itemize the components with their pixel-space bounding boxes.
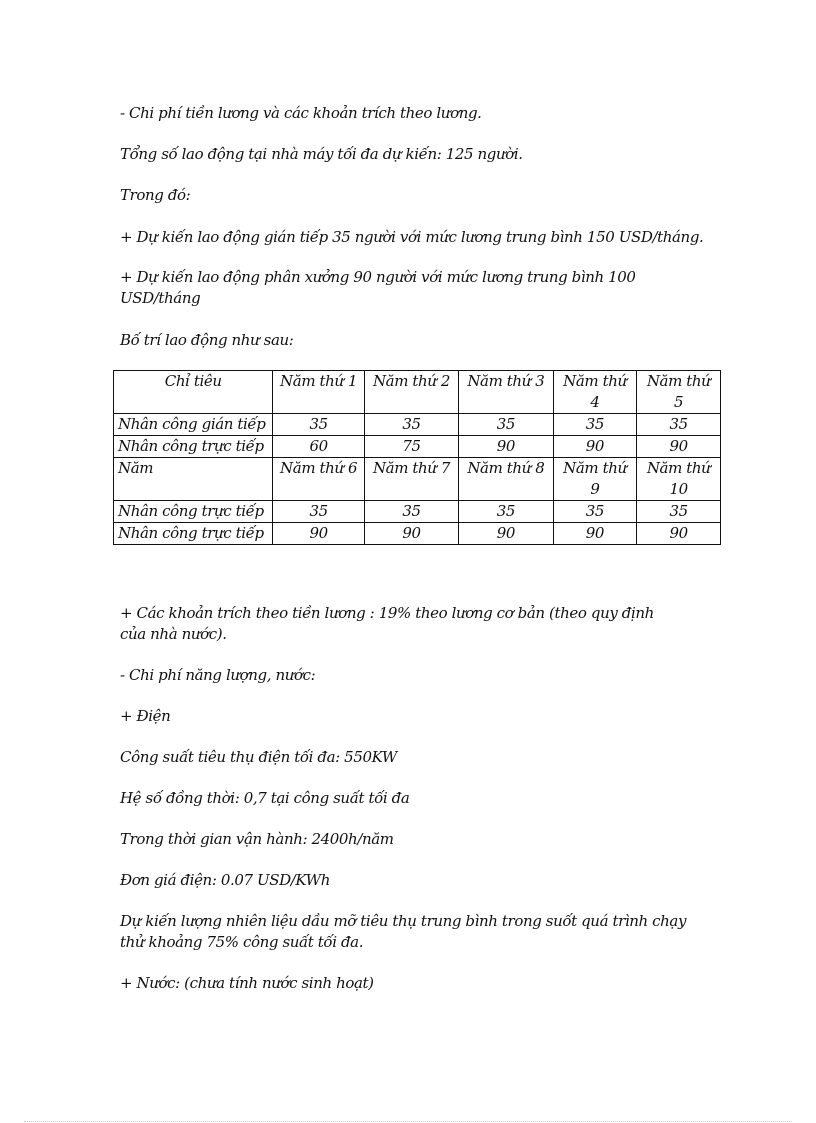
table-cell: Năm thứ 8 — [459, 458, 553, 501]
table-cell: 90 — [637, 436, 721, 458]
table-row — [114, 458, 721, 501]
simultaneity-factor-text: Hệ số đồng thời: 0,7 tại công suất tối đa — [120, 789, 410, 807]
table-cell: Năm thứ 5 — [637, 371, 721, 414]
table-cell: 35 — [273, 501, 364, 523]
water-heading: + Nước: (chưa tính nước sinh hoạt) — [120, 974, 374, 992]
table-cell: Chỉ tiêu — [114, 371, 273, 414]
table-cell: 35 — [553, 414, 637, 436]
electricity-heading: + Điện — [120, 707, 171, 725]
table-cell: 90 — [459, 523, 553, 545]
electricity-price-text: Đơn giá điện: 0.07 USD/KWh — [120, 871, 330, 889]
table-cell: Năm — [114, 458, 273, 501]
table-cell: Năm thứ 10 — [637, 458, 721, 501]
table-cell: Nhân công gián tiếp — [114, 414, 273, 436]
page-bottom-divider — [24, 1121, 792, 1122]
table-cell: Nhân công trực tiếp — [114, 436, 273, 458]
table-cell: 35 — [637, 501, 721, 523]
table-cell: 35 — [637, 414, 721, 436]
table-cell: Năm thứ 4 — [553, 371, 637, 414]
labor-table — [113, 370, 721, 545]
table-cell: 35 — [273, 414, 364, 436]
table-cell: Năm thứ 9 — [553, 458, 637, 501]
table-cell: Nhân công trực tiếp — [114, 523, 273, 545]
labor-arrangement-text: Bố trí lao động như sau: — [120, 331, 294, 349]
table-row — [114, 436, 721, 458]
indirect-labor-text: + Dự kiến lao động gián tiếp 35 người với mức lương trung bình 150 USD/tháng. — [120, 228, 704, 246]
table-cell: 35 — [364, 501, 458, 523]
table-cell: 35 — [364, 414, 458, 436]
table-cell: Năm thứ 1 — [273, 371, 364, 414]
table-cell: 35 — [459, 414, 553, 436]
table-cell: 90 — [637, 523, 721, 545]
table-cell: Năm thứ 6 — [273, 458, 364, 501]
table-row — [114, 371, 721, 414]
table-row — [114, 523, 721, 545]
table-cell: Nhân công trực tiếp — [114, 501, 273, 523]
table-cell: 35 — [459, 501, 553, 523]
table-cell: Năm thứ 2 — [364, 371, 458, 414]
table-cell: 90 — [273, 523, 364, 545]
max-power-text: Công suất tiêu thụ điện tối đa: 550KW — [120, 748, 397, 766]
table-row — [114, 501, 721, 523]
fuel-estimate-text: Dự kiến lượng nhiên liệu dầu mỡ tiêu thụ trung bình trong suốt quá trình chạy thử khoảng 75% công suất tối đa. — [120, 912, 687, 951]
table-row — [114, 414, 721, 436]
deductions-text: + Các khoản trích theo tiền lương : 19% theo lương cơ bản (theo quy định của nhà nước). — [120, 604, 654, 643]
table-cell: 90 — [553, 436, 637, 458]
total-workers-text: Tổng số lao động tại nhà máy tối đa dự kiến: 125 người. — [120, 145, 523, 163]
table-cell: 90 — [459, 436, 553, 458]
table-cell: 90 — [553, 523, 637, 545]
table-cell: 35 — [553, 501, 637, 523]
table-cell: Năm thứ 7 — [364, 458, 458, 501]
energy-water-cost-heading: - Chi phí năng lượng, nước: — [120, 666, 316, 684]
operating-time-text: Trong thời gian vận hành: 2400h/năm — [120, 830, 394, 848]
table-cell: 90 — [364, 523, 458, 545]
salary-cost-heading: - Chi phí tiền lương và các khoản trích theo lương. — [120, 104, 482, 122]
table-cell: 75 — [364, 436, 458, 458]
table-cell: 60 — [273, 436, 364, 458]
workshop-labor-text: + Dự kiến lao động phân xưởng 90 người với mức lương trung bình 100 USD/tháng — [120, 268, 636, 307]
of-which-text: Trong đó: — [120, 186, 191, 204]
table-cell: Năm thứ 3 — [459, 371, 553, 414]
